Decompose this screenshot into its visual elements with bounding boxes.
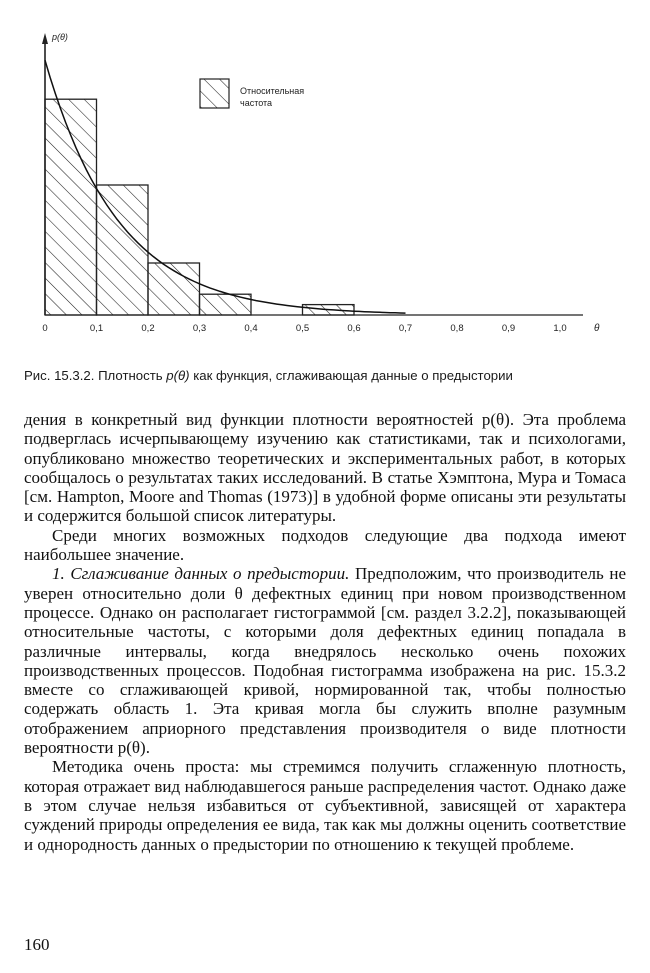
x-tick-label: 0,6 (347, 323, 361, 334)
x-tick-label: 0,4 (244, 323, 258, 334)
x-tick-label: 1,0 (553, 323, 567, 334)
x-axis-label: θ (594, 323, 600, 334)
caption-math: p(θ) (166, 368, 190, 383)
x-tick-label: 0,3 (192, 323, 207, 334)
paragraph-3: 1. Сглаживание данных о предыстории. Предположим, что производитель не уверен относительно доли θ дефектных единиц при новом производственном процессе. Однако он располагает гистограммой [см. раздел 3.2.2], показывающей относительные частоты, с которыми доля дефектных единиц попадала в различные интервалы, когда внедрялось несколько очень похожих производственных процессов. Подобная гистограмма изображена на рис. 15.3.2 вместе со сглаживающей кривой, нормированной так, чтобы полностью содержать область 1. Эта кривая могла бы служить вполне разумным отображением априорного представления производителя о виде плотности вероятности p(θ). (24, 564, 626, 758)
histogram-figure (0, 0, 650, 345)
x-tick-labels (42, 323, 566, 334)
legend-swatch (200, 79, 229, 108)
histogram-bar (45, 99, 97, 315)
legend (200, 79, 304, 108)
paragraph-4: Методика очень проста: мы стремимся получить сглаженную плотность, которая отражает вид наблюдавшегося раньше распределения частот. Однако даже в этом случае нельзя избавиться от субъективной, зависящей от характера суждений природы определения ее вида, так как мы должны оценить соответствие и однородность данных о предыстории по отношению к текущей проблеме. (24, 757, 626, 854)
x-tick-label: 0,9 (501, 323, 516, 334)
page-number: 160 (24, 935, 50, 954)
x-tick-label: 0,7 (398, 323, 413, 334)
section-title: 1. Сглаживание данных о предыстории. (52, 564, 350, 584)
histogram-bars (45, 99, 354, 315)
x-tick-label: 0 (42, 323, 48, 334)
body-text (24, 410, 626, 854)
x-tick-label: 0,5 (295, 323, 310, 334)
x-tick-label: 0,1 (89, 323, 104, 334)
histogram-bar (97, 185, 149, 315)
y-axis-label: p(θ) (52, 32, 68, 42)
legend-label-line2: частота (240, 98, 273, 108)
y-axis-arrow (42, 33, 48, 44)
figure-caption: Рис. 15.3.2. Плотность p(θ) как функция, сглаживающая данные о предыстории (24, 368, 513, 383)
paragraph-1: дения в конкретный вид функции плотности вероятностей p(θ). Эта проблема подверглась исчерпывающему изучению как статистиками, так и психологами, опубликовано множество теоретических и экспериментальных работ, в которых сообщалось о результатах таких исследований. В статье Хэмптона, Мура и Томаса [см. Hampton, Moore and Thomas (1973)] в удобной форме описаны эти результаты и содержится большой список литературы. (24, 410, 626, 526)
x-tick-label: 0,2 (141, 323, 155, 334)
paragraph-2: Среди многих возможных подходов следующие два подхода имеют наибольшее значение. (24, 525, 626, 565)
x-tick-label: 0,8 (450, 323, 464, 334)
legend-label-line1: Относительная (240, 86, 305, 96)
